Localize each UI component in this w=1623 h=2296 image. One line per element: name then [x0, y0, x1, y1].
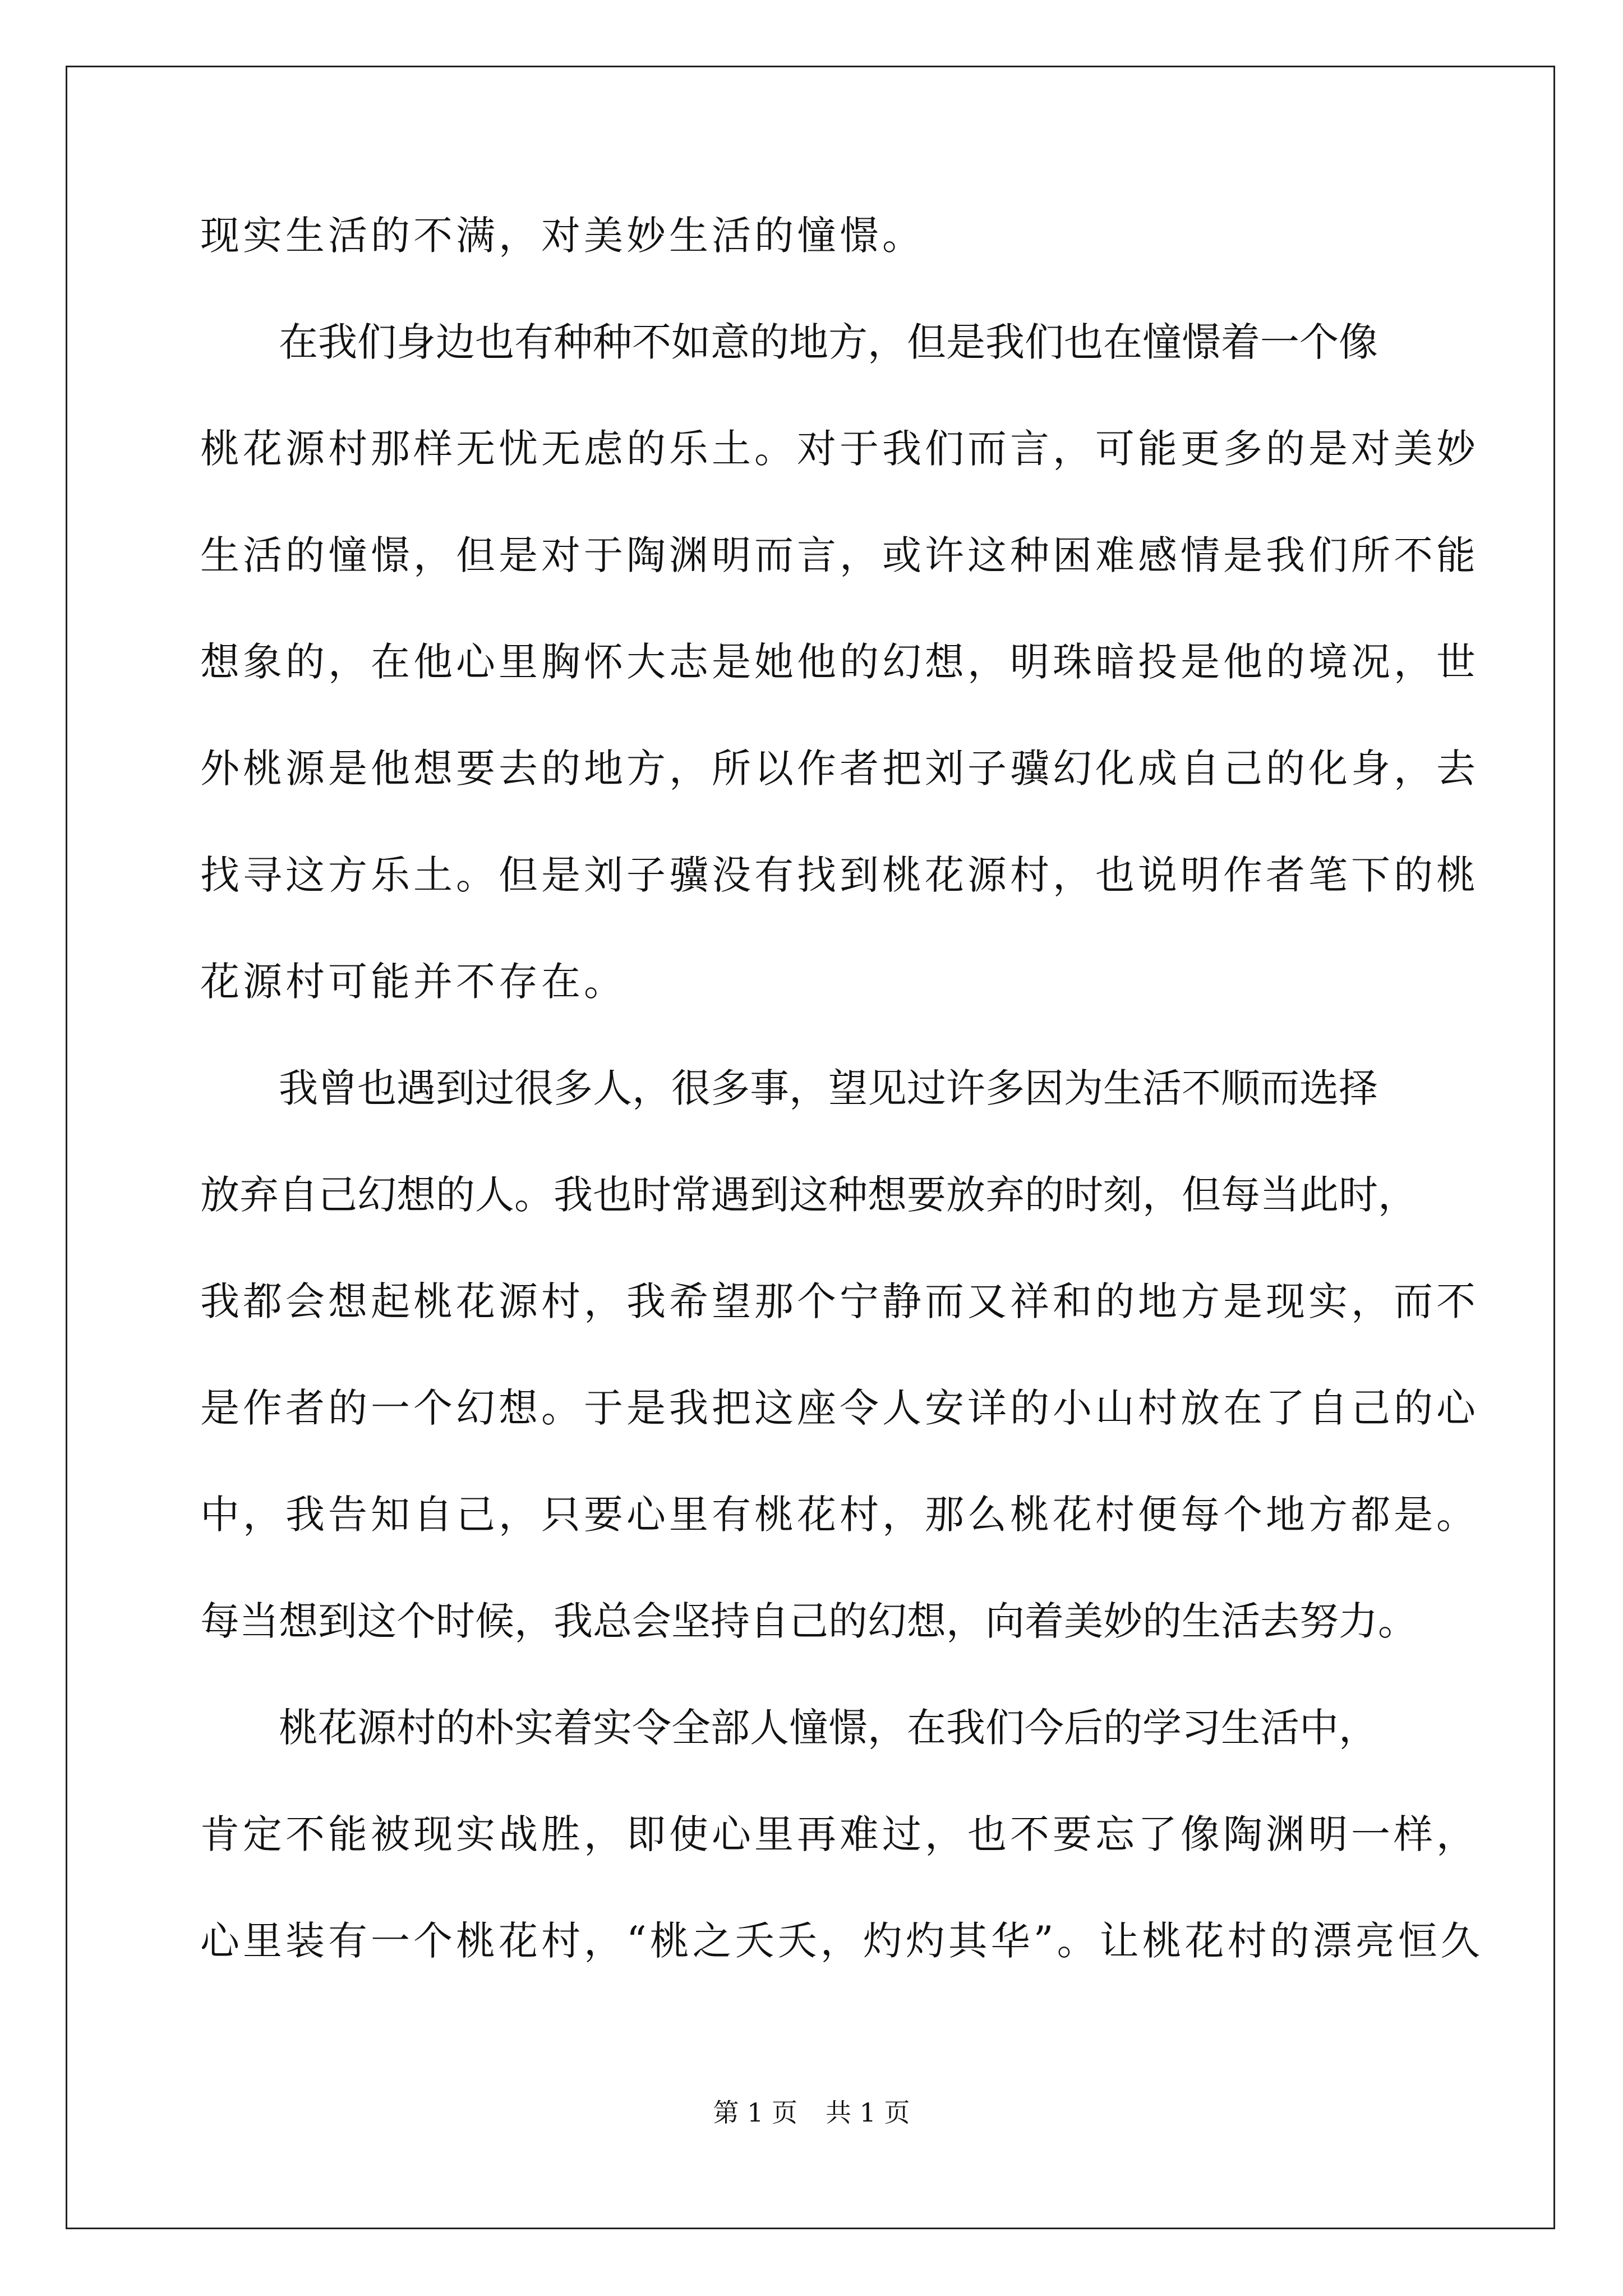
text-line: 找寻这方乐土。但是刘子骥没有找到桃花源村，也说明作者笔下的桃 [200, 852, 1479, 898]
page-footer [0, 2092, 1623, 2129]
document-body [200, 194, 1483, 2005]
text-line: 我都会想起桃花源村，我希望那个宁静而又祥和的地方是现实，而不 [200, 1278, 1479, 1324]
text-line: 每当想到这个时候，我总会坚持自己的幻想，向着美妙的生活去努力。 [200, 1598, 1417, 1644]
text-line: 外桃源是他想要去的地方，所以作者把刘子骥幻化成自己的化身，去 [200, 746, 1479, 792]
text-line: 桃花源村那样无忧无虑的乐土。对于我们而言，可能更多的是对美妙 [200, 426, 1479, 472]
text-line: 生活的憧憬，但是对于陶渊明而言，或许这种困难感情是我们所不能 [200, 532, 1479, 578]
page-number: 第 1 页 [713, 2097, 797, 2128]
text-line: 心里装有一个桃花村，“桃之夭夭，灼灼其华”。让桃花村的漂亮恒久 [200, 1918, 1483, 1964]
text-line: 中，我告知自己，只要心里有桃花村，那么桃花村便每个地方都是。 [200, 1492, 1479, 1538]
text-line: 现实生活的不满，对美妙生活的憧憬。 [200, 213, 925, 259]
text-line: 桃花源村的朴实着实令全部人憧憬，在我们今后的学习生活中， [279, 1705, 1378, 1751]
page-total: 共 1 页 [826, 2097, 910, 2128]
text-line: 是作者的一个幻想。于是我把这座令人安详的小山村放在了自己的心 [200, 1385, 1479, 1431]
text-line: 想象的，在他心里胸怀大志是她他的幻想，明珠暗投是他的境况，世 [200, 639, 1479, 685]
text-line: 花源村可能并不存在。 [200, 959, 626, 1005]
text-line: 在我们身边也有种种不如意的地方，但是我们也在憧憬着一个像 [279, 319, 1378, 365]
text-line: 我曾也遇到过很多人，很多事，望见过许多因为生活不顺而选择 [279, 1065, 1378, 1111]
text-line: 放弃自己幻想的人。我也时常遇到这种想要放弃的时刻，但每当此时， [200, 1172, 1417, 1218]
text-line: 肯定不能被现实战胜，即使心里再难过，也不要忘了像陶渊明一样， [200, 1811, 1479, 1857]
